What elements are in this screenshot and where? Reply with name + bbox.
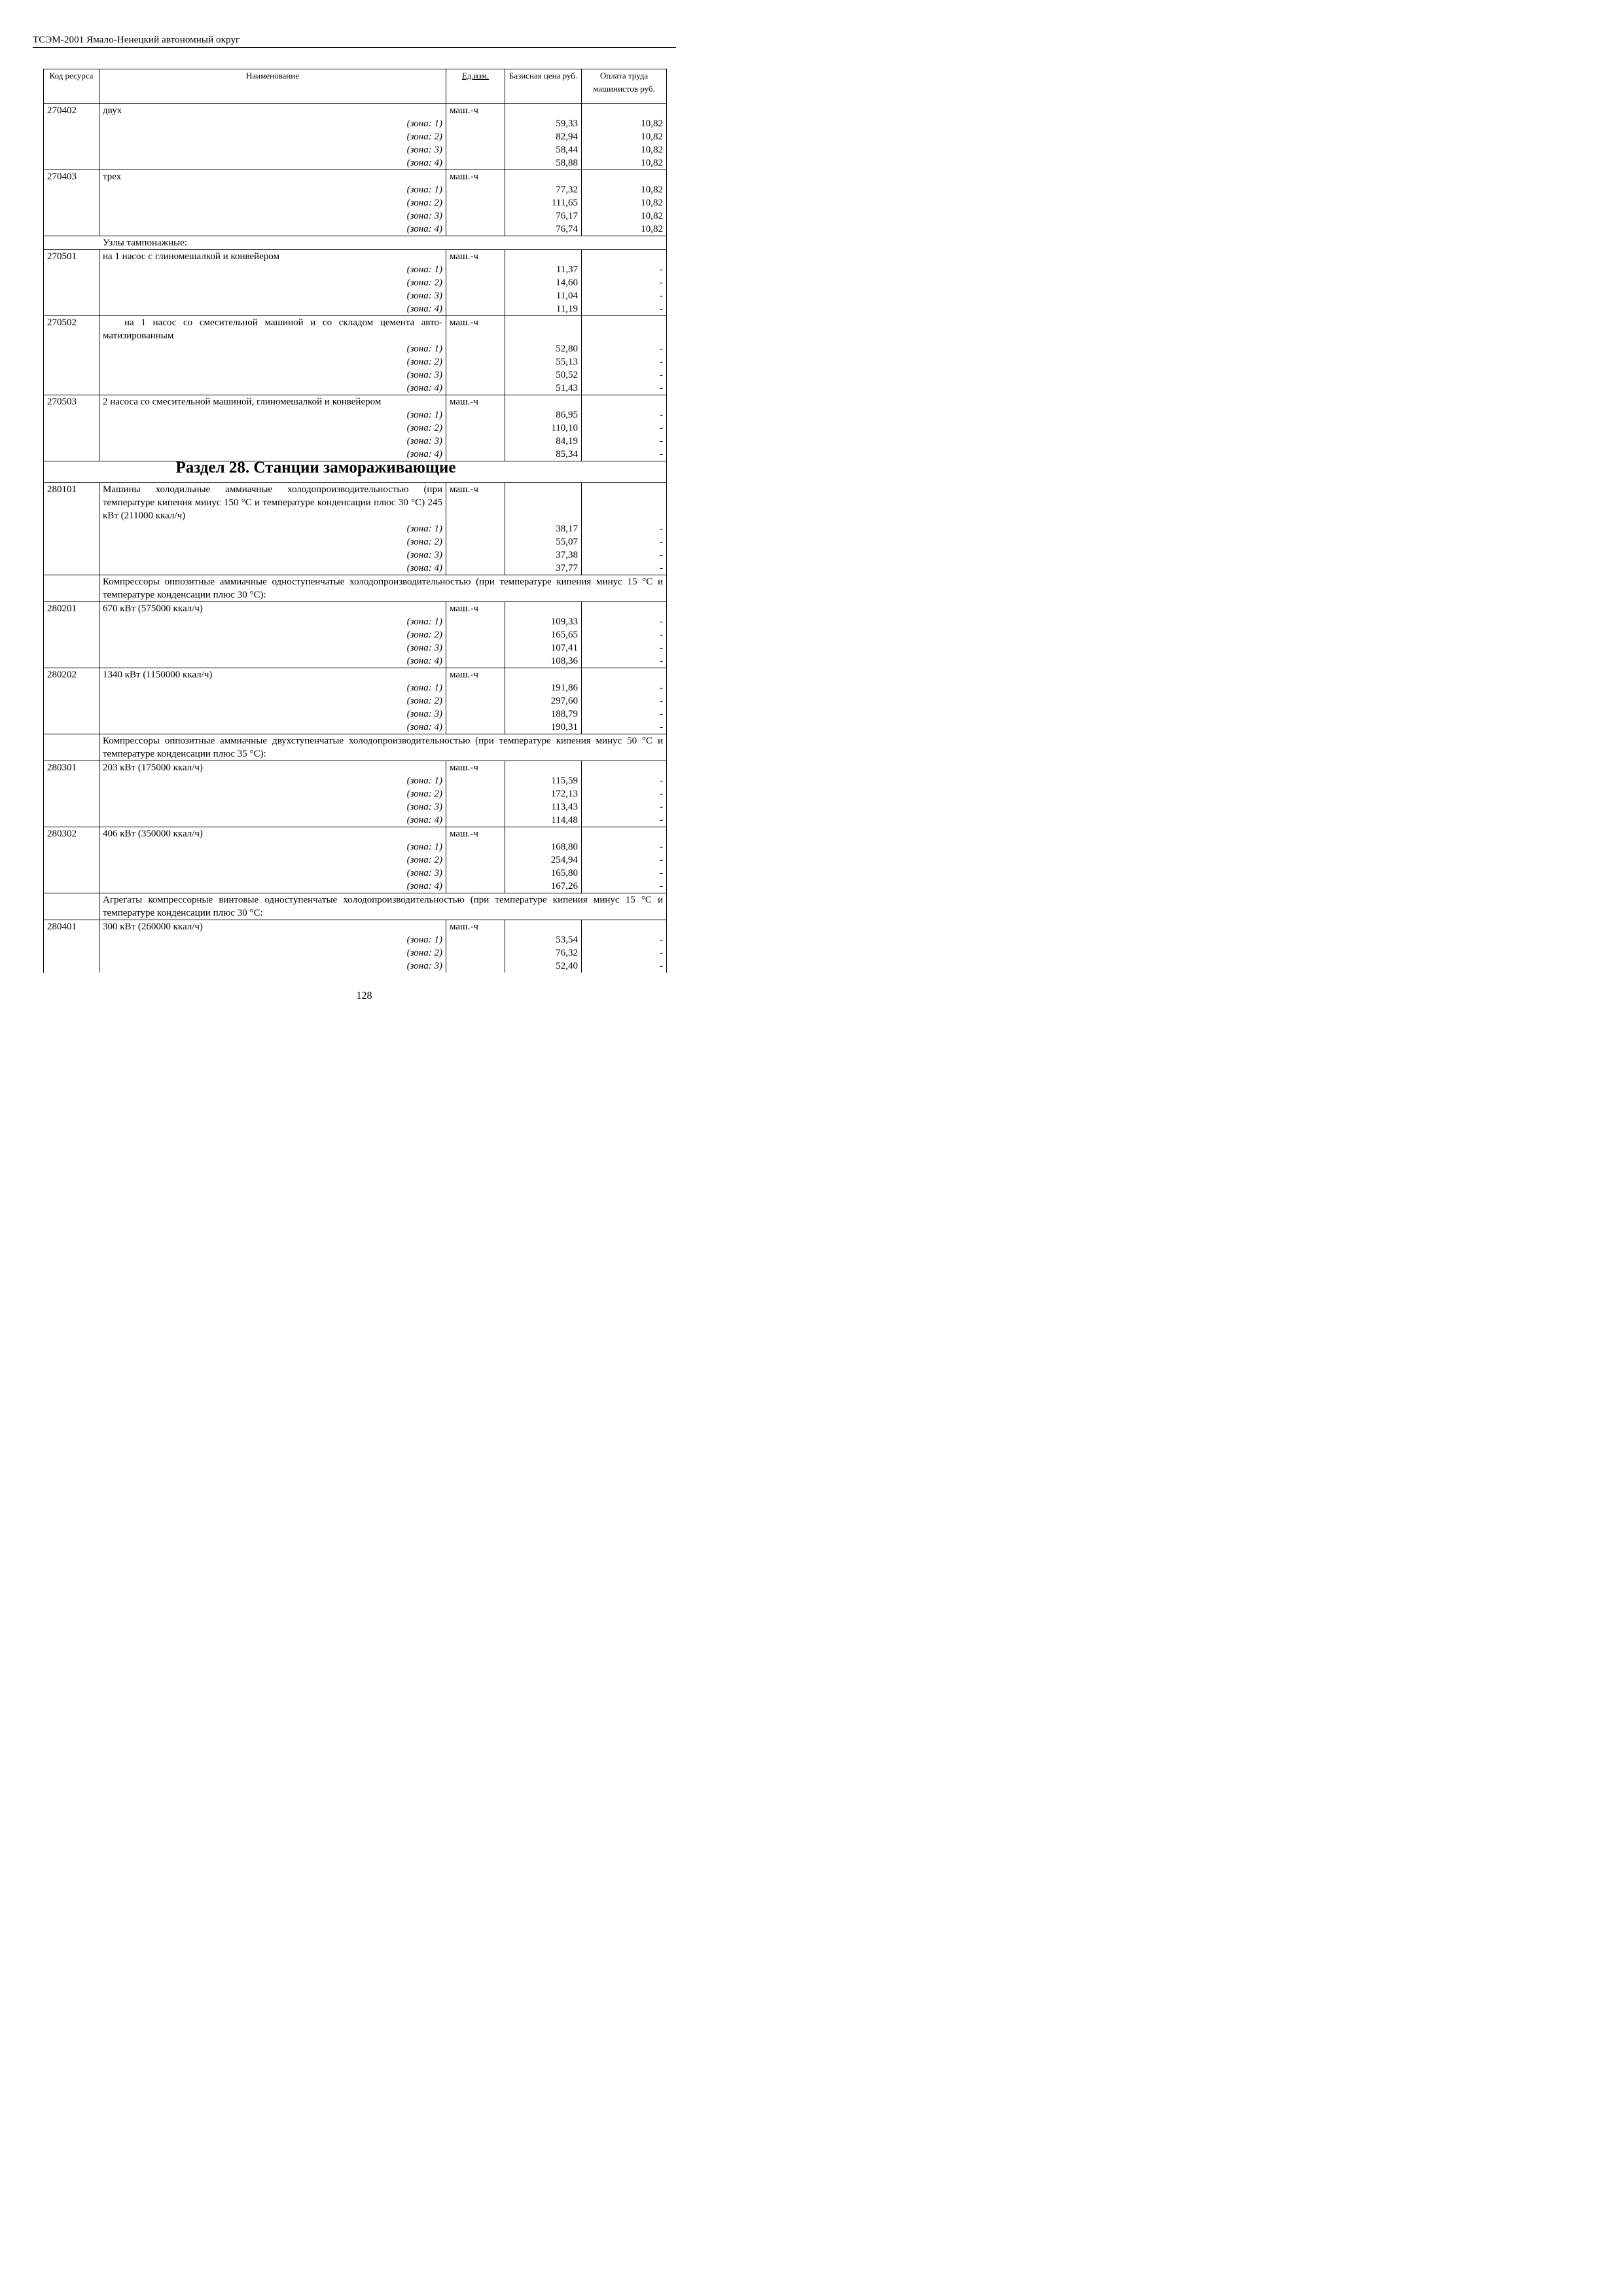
table-row bbox=[44, 867, 667, 880]
resource-unit: маш.-ч bbox=[446, 668, 505, 682]
zone-label: (зона: 2) bbox=[99, 853, 446, 867]
table-row bbox=[44, 853, 667, 867]
price-cell: 11,19 bbox=[505, 302, 582, 316]
table-row bbox=[44, 893, 667, 920]
zone-label: (зона: 4) bbox=[99, 814, 446, 827]
table-row bbox=[44, 209, 667, 223]
pay-cell: - bbox=[582, 880, 667, 893]
pay-cell: 10,82 bbox=[582, 183, 667, 196]
group-heading: Агрегаты компрессорные винтовые одноступенчатые холодопроизводительностью (при температуре кипения минус 15 °С и температуре конденсации плюс 30 °С: bbox=[99, 893, 667, 920]
price-cell: 37,77 bbox=[505, 562, 582, 575]
table-row bbox=[44, 933, 667, 946]
pay-cell: - bbox=[582, 708, 667, 721]
table-row bbox=[44, 734, 667, 761]
price-cell: 111,65 bbox=[505, 196, 582, 209]
group-heading: Компрессоры оппозитные аммиачные одноступенчатые холодопроизводительностью (при температуре кипения минус 15 °С и температуре конденсации плюс 30 °С): bbox=[99, 575, 667, 602]
resource-name: 300 кВт (260000 ккал/ч) bbox=[99, 920, 446, 934]
section-title: Раздел 28. Станции замораживающие bbox=[175, 459, 456, 476]
resource-name: Машины холодильные аммиачные холодопроизводительностью (при температуре кипения минус 150 °С и температуре конденсации плюс 30 °С) 245 кВт (211000 ккал/ч) bbox=[99, 483, 446, 523]
pay-cell: - bbox=[582, 548, 667, 562]
resource-code: 280401 bbox=[44, 920, 99, 934]
table-row bbox=[44, 435, 667, 448]
pay-cell: 10,82 bbox=[582, 209, 667, 223]
zone-label: (зона: 1) bbox=[99, 933, 446, 946]
page-header: ТСЭМ-2001 Ямало-Ненецкий автономный округ bbox=[33, 35, 240, 45]
table-row bbox=[44, 236, 667, 250]
price-cell: 58,88 bbox=[505, 156, 582, 170]
zone-label: (зона: 4) bbox=[99, 721, 446, 734]
pay-cell: - bbox=[582, 562, 667, 575]
zone-label: (зона: 1) bbox=[99, 615, 446, 628]
table-row bbox=[44, 250, 667, 264]
zone-label: (зона: 1) bbox=[99, 342, 446, 355]
table-row bbox=[44, 183, 667, 196]
zone-label: (зона: 4) bbox=[99, 655, 446, 668]
zone-label: (зона: 1) bbox=[99, 408, 446, 422]
table-row bbox=[44, 302, 667, 316]
pay-cell: - bbox=[582, 615, 667, 628]
pay-cell: - bbox=[582, 276, 667, 289]
group-heading: Компрессоры оппозитные аммиачные двухступенчатые холодопроизводительностью (при температуре кипения минус 50 °С и температуре конденсации плюс 35 °С): bbox=[99, 734, 667, 761]
pay-cell: - bbox=[582, 960, 667, 973]
zone-label: (зона: 1) bbox=[99, 117, 446, 130]
pay-cell: - bbox=[582, 302, 667, 316]
table-row bbox=[44, 170, 667, 184]
table-row bbox=[44, 668, 667, 682]
zone-label: (зона: 2) bbox=[99, 355, 446, 368]
pay-cell: 10,82 bbox=[582, 130, 667, 143]
pay-cell: - bbox=[582, 774, 667, 787]
table-row bbox=[44, 681, 667, 694]
resource-code: 280302 bbox=[44, 827, 99, 841]
table-row bbox=[44, 575, 667, 602]
table-row bbox=[44, 615, 667, 628]
resource-code: 270403 bbox=[44, 170, 99, 184]
price-cell: 55,13 bbox=[505, 355, 582, 368]
price-cell: 76,32 bbox=[505, 946, 582, 960]
table-row bbox=[44, 800, 667, 814]
pay-cell: - bbox=[582, 694, 667, 708]
pay-cell: - bbox=[582, 628, 667, 641]
zone-label: (зона: 2) bbox=[99, 276, 446, 289]
pay-cell: 10,82 bbox=[582, 223, 667, 236]
zone-label: (зона: 4) bbox=[99, 880, 446, 893]
table-row bbox=[44, 787, 667, 800]
pay-cell: - bbox=[582, 408, 667, 422]
price-cell: 188,79 bbox=[505, 708, 582, 721]
header-name: Наименование bbox=[99, 69, 446, 104]
zone-label: (зона: 3) bbox=[99, 708, 446, 721]
pay-cell: 10,82 bbox=[582, 156, 667, 170]
header-unit bbox=[446, 69, 505, 104]
resource-unit: маш.-ч bbox=[446, 920, 505, 934]
pay-cell: - bbox=[582, 641, 667, 655]
resource-code: 270402 bbox=[44, 104, 99, 118]
zone-label: (зона: 1) bbox=[99, 681, 446, 694]
resource-name: 203 кВт (175000 ккал/ч) bbox=[99, 761, 446, 775]
table-row bbox=[44, 408, 667, 422]
price-cell: 165,65 bbox=[505, 628, 582, 641]
price-cell: 76,74 bbox=[505, 223, 582, 236]
table-row bbox=[44, 395, 667, 409]
price-cell: 50,52 bbox=[505, 368, 582, 382]
resource-unit: маш.-ч bbox=[446, 395, 505, 409]
resource-code: 280202 bbox=[44, 668, 99, 682]
price-cell: 115,59 bbox=[505, 774, 582, 787]
price-cell: 107,41 bbox=[505, 641, 582, 655]
zone-label: (зона: 4) bbox=[99, 562, 446, 575]
pay-cell: - bbox=[582, 681, 667, 694]
zone-label: (зона: 1) bbox=[99, 522, 446, 535]
resource-unit: маш.-ч bbox=[446, 104, 505, 118]
zone-label: (зона: 3) bbox=[99, 435, 446, 448]
resource-name: на 1 насос со смесительной машиной и со складом цемента авто-матизированным bbox=[99, 316, 446, 343]
table-row bbox=[44, 960, 667, 973]
table-row bbox=[44, 276, 667, 289]
pay-cell: 10,82 bbox=[582, 117, 667, 130]
pay-cell: 10,82 bbox=[582, 196, 667, 209]
pay-cell: - bbox=[582, 355, 667, 368]
pay-cell: - bbox=[582, 522, 667, 535]
price-cell: 191,86 bbox=[505, 681, 582, 694]
price-cell: 52,40 bbox=[505, 960, 582, 973]
zone-label: (зона: 2) bbox=[99, 130, 446, 143]
table-row bbox=[44, 641, 667, 655]
pay-cell: - bbox=[582, 787, 667, 800]
price-cell: 297,60 bbox=[505, 694, 582, 708]
table-row bbox=[44, 342, 667, 355]
zone-label: (зона: 3) bbox=[99, 960, 446, 973]
zone-label: (зона: 3) bbox=[99, 641, 446, 655]
pay-cell: 10,82 bbox=[582, 143, 667, 156]
pay-cell: - bbox=[582, 721, 667, 734]
resource-code: 280201 bbox=[44, 602, 99, 616]
price-cell: 86,95 bbox=[505, 408, 582, 422]
zone-label: (зона: 3) bbox=[99, 548, 446, 562]
resource-name: двух bbox=[99, 104, 446, 118]
price-cell: 37,38 bbox=[505, 548, 582, 562]
table-row bbox=[44, 602, 667, 616]
pay-cell: - bbox=[582, 368, 667, 382]
table-row bbox=[44, 694, 667, 708]
zone-label: (зона: 2) bbox=[99, 787, 446, 800]
resource-unit: маш.-ч bbox=[446, 483, 505, 523]
resource-name: 1340 кВт (1150000 ккал/ч) bbox=[99, 668, 446, 682]
zone-label: (зона: 1) bbox=[99, 840, 446, 853]
price-cell: 109,33 bbox=[505, 615, 582, 628]
resource-unit: маш.-ч bbox=[446, 316, 505, 343]
table-row bbox=[44, 761, 667, 775]
price-cell: 108,36 bbox=[505, 655, 582, 668]
pay-cell: - bbox=[582, 535, 667, 548]
price-cell: 190,31 bbox=[505, 721, 582, 734]
table-row bbox=[44, 156, 667, 170]
zone-label: (зона: 4) bbox=[99, 448, 446, 461]
table-row bbox=[44, 774, 667, 787]
price-cell: 55,07 bbox=[505, 535, 582, 548]
zone-label: (зона: 3) bbox=[99, 209, 446, 223]
price-cell: 167,26 bbox=[505, 880, 582, 893]
pay-cell: - bbox=[582, 655, 667, 668]
zone-label: (зона: 4) bbox=[99, 382, 446, 395]
pay-cell: - bbox=[582, 933, 667, 946]
zone-label: (зона: 1) bbox=[99, 183, 446, 196]
group-heading: Узлы тампонажные: bbox=[44, 236, 667, 250]
zone-label: (зона: 2) bbox=[99, 422, 446, 435]
resource-unit: маш.-ч bbox=[446, 170, 505, 184]
table-row bbox=[44, 814, 667, 827]
table-row bbox=[44, 289, 667, 302]
zone-label: (зона: 2) bbox=[99, 196, 446, 209]
resource-name: 670 кВт (575000 ккал/ч) bbox=[99, 602, 446, 616]
price-cell: 51,43 bbox=[505, 382, 582, 395]
price-cell: 53,54 bbox=[505, 933, 582, 946]
price-cell: 84,19 bbox=[505, 435, 582, 448]
zone-label: (зона: 2) bbox=[99, 946, 446, 960]
zone-label: (зона: 3) bbox=[99, 368, 446, 382]
pay-cell: - bbox=[582, 263, 667, 276]
resource-name: 406 кВт (350000 ккал/ч) bbox=[99, 827, 446, 841]
resource-unit: маш.-ч bbox=[446, 827, 505, 841]
resource-unit: маш.-ч bbox=[446, 250, 505, 264]
table-row bbox=[44, 143, 667, 156]
table-row bbox=[44, 117, 667, 130]
section-heading-row bbox=[44, 461, 667, 483]
resource-code: 270502 bbox=[44, 316, 99, 343]
zone-label: (зона: 2) bbox=[99, 628, 446, 641]
price-cell: 11,04 bbox=[505, 289, 582, 302]
price-cell: 14,60 bbox=[505, 276, 582, 289]
resource-name: 2 насоса со смесительной машиной, глиномешалкой и конвейером bbox=[99, 395, 446, 409]
resource-unit: маш.-ч bbox=[446, 761, 505, 775]
resource-name: на 1 насос с глиномешалкой и конвейером bbox=[99, 250, 446, 264]
price-cell: 254,94 bbox=[505, 853, 582, 867]
zone-label: (зона: 1) bbox=[99, 263, 446, 276]
header-code: Код ресурса bbox=[44, 69, 99, 104]
zone-label: (зона: 2) bbox=[99, 535, 446, 548]
header-unit-label: Ед.изм. bbox=[461, 71, 490, 81]
price-cell: 113,43 bbox=[505, 800, 582, 814]
table-row bbox=[44, 628, 667, 641]
table-row bbox=[44, 708, 667, 721]
table-row bbox=[44, 355, 667, 368]
price-cell: 11,37 bbox=[505, 263, 582, 276]
zone-label: (зона: 2) bbox=[99, 694, 446, 708]
table-row bbox=[44, 223, 667, 236]
pay-cell: - bbox=[582, 946, 667, 960]
pay-cell: - bbox=[582, 800, 667, 814]
price-cell: 76,17 bbox=[505, 209, 582, 223]
price-cell: 168,80 bbox=[505, 840, 582, 853]
price-cell: 110,10 bbox=[505, 422, 582, 435]
table-row bbox=[44, 946, 667, 960]
page-number: 128 bbox=[356, 990, 372, 1001]
table-row bbox=[44, 368, 667, 382]
pay-cell: - bbox=[582, 342, 667, 355]
price-cell: 172,13 bbox=[505, 787, 582, 800]
zone-label: (зона: 3) bbox=[99, 867, 446, 880]
pay-cell: - bbox=[582, 853, 667, 867]
table-row bbox=[44, 522, 667, 535]
table-row bbox=[44, 196, 667, 209]
table-row bbox=[44, 104, 667, 118]
table-row bbox=[44, 655, 667, 668]
price-cell: 59,33 bbox=[505, 117, 582, 130]
zone-label: (зона: 3) bbox=[99, 800, 446, 814]
zone-label: (зона: 3) bbox=[99, 289, 446, 302]
resource-code: 270501 bbox=[44, 250, 99, 264]
pay-cell: - bbox=[582, 382, 667, 395]
zone-label: (зона: 3) bbox=[99, 143, 446, 156]
table-row bbox=[44, 263, 667, 276]
table-row bbox=[44, 562, 667, 575]
resource-table bbox=[43, 69, 667, 973]
resource-name: трех bbox=[99, 170, 446, 184]
price-cell: 165,80 bbox=[505, 867, 582, 880]
pay-cell: - bbox=[582, 840, 667, 853]
table-row bbox=[44, 483, 667, 523]
table-row bbox=[44, 535, 667, 548]
pay-cell: - bbox=[582, 867, 667, 880]
price-cell: 52,80 bbox=[505, 342, 582, 355]
table-row bbox=[44, 920, 667, 934]
pay-cell: - bbox=[582, 422, 667, 435]
price-cell: 82,94 bbox=[505, 130, 582, 143]
table-row bbox=[44, 880, 667, 893]
table-row bbox=[44, 422, 667, 435]
table-row bbox=[44, 827, 667, 841]
zone-label: (зона: 4) bbox=[99, 156, 446, 170]
price-cell: 85,34 bbox=[505, 448, 582, 461]
zone-label: (зона: 4) bbox=[99, 223, 446, 236]
pay-cell: - bbox=[582, 435, 667, 448]
resource-code: 280101 bbox=[44, 483, 99, 523]
pay-cell: - bbox=[582, 289, 667, 302]
pay-cell: - bbox=[582, 814, 667, 827]
header-pay: Оплата труда машинистов руб. bbox=[582, 69, 667, 104]
price-cell: 114,48 bbox=[505, 814, 582, 827]
table-row bbox=[44, 721, 667, 734]
price-cell: 77,32 bbox=[505, 183, 582, 196]
table-row bbox=[44, 382, 667, 395]
table-row bbox=[44, 548, 667, 562]
table-row bbox=[44, 316, 667, 343]
pay-cell: - bbox=[582, 448, 667, 461]
header-rule bbox=[33, 47, 676, 48]
price-cell: 38,17 bbox=[505, 522, 582, 535]
resource-code: 280301 bbox=[44, 761, 99, 775]
table-row bbox=[44, 130, 667, 143]
resource-code: 270503 bbox=[44, 395, 99, 409]
header-price: Базисная цена руб. bbox=[505, 69, 582, 104]
resource-unit: маш.-ч bbox=[446, 602, 505, 616]
zone-label: (зона: 4) bbox=[99, 302, 446, 316]
table-header-row bbox=[44, 69, 667, 104]
zone-label: (зона: 1) bbox=[99, 774, 446, 787]
table-row bbox=[44, 840, 667, 853]
price-cell: 58,44 bbox=[505, 143, 582, 156]
